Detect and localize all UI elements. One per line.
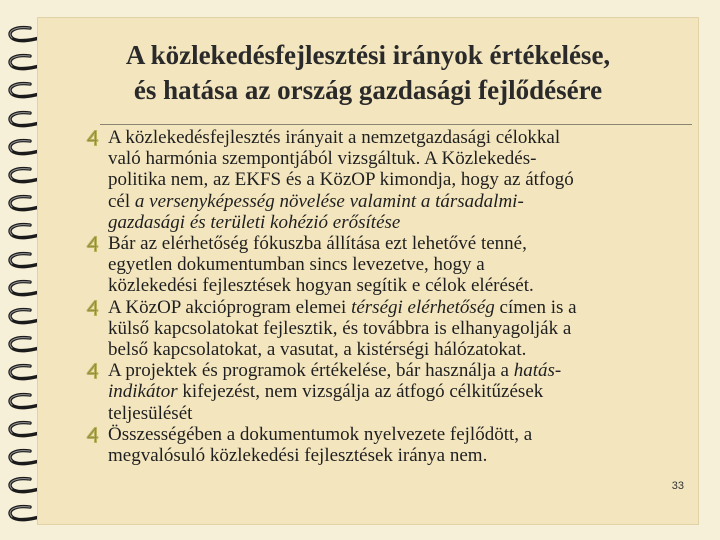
bullet-list — [86, 127, 698, 466]
bullet-item — [86, 297, 698, 361]
bullet-text-line — [108, 339, 698, 360]
numeral-four-bullet-icon — [86, 236, 102, 252]
text-segment: A KözOP akcióprogram elemei — [108, 296, 352, 318]
bullet-text-line — [108, 445, 698, 466]
bullet-text-line — [108, 381, 698, 402]
slide-title-line-1: A közlekedésfejlesztési irányok értékelése, — [125, 40, 611, 70]
text-segment: teljesülését — [108, 402, 193, 424]
text-segment: címen is a — [494, 296, 577, 318]
text-segment: politika nem, az EKFS és a KözOP kimondja, hogy az átfogó — [108, 169, 574, 191]
numeral-four-bullet-icon — [86, 363, 102, 379]
text-segment: belső kapcsolatokat, a vasutat, a kistérségi hálózatokat. — [108, 339, 527, 361]
text-segment: kifejezést, nem vizsgálja az átfogó célkitűzések — [177, 381, 544, 403]
bullet-text-line — [108, 275, 698, 296]
italic-text: indikátor — [108, 381, 178, 403]
bullet-text-line — [108, 191, 698, 212]
slide-title-line-2: és hatása az ország gazdasági fejlődésére — [133, 75, 603, 105]
slide-title — [38, 38, 698, 108]
italic-text: gazdasági és területi kohézió erősítése — [108, 211, 401, 233]
numeral-four-bullet-icon — [86, 130, 102, 146]
bullet-item — [86, 360, 698, 424]
text-segment: Összességében a dokumentumok nyelvezete fejlődött, a — [108, 423, 533, 445]
text-segment: közlekedési fejlesztések hogyan segítik e célok elérését. — [108, 275, 534, 297]
title-divider — [100, 124, 692, 125]
italic-text: a versenyképesség növelése valamint a társadalmi- — [134, 190, 524, 212]
bullet-text-line — [108, 254, 698, 275]
bullet-text-line — [108, 360, 698, 381]
text-segment: megvalósuló közlekedési fejlesztések iránya nem. — [108, 445, 488, 467]
slide-panel — [38, 18, 698, 524]
italic-text: térségi elérhetőség — [351, 296, 495, 318]
bullet-text-line — [108, 403, 698, 424]
bullet-text-line — [108, 127, 698, 148]
italic-text: hatás- — [513, 360, 562, 382]
bullet-text-line — [108, 148, 698, 169]
page-number: 33 — [671, 480, 684, 492]
bullet-text-line — [108, 424, 698, 445]
numeral-four-bullet-icon — [86, 427, 102, 443]
bullet-text-line — [108, 212, 698, 233]
text-segment: Bár az elérhetőség fókuszba állítása ezt lehetővé tenné, — [108, 233, 527, 255]
text-segment: A projektek és programok értékelése, bár használja a — [108, 360, 514, 382]
bullet-text-line — [108, 318, 698, 339]
text-segment: külső kapcsolatokat fejlesztik, és továbbra is elhanyagolják a — [108, 317, 572, 339]
numeral-four-bullet-icon — [86, 300, 102, 316]
text-segment: egyetlen dokumentumban sincs levezetve, hogy a — [108, 254, 485, 276]
bullet-text-line — [108, 169, 698, 190]
bullet-text-line — [108, 233, 698, 254]
text-segment: A közlekedésfejlesztés irányait a nemzetgazdasági célokkal — [108, 127, 561, 148]
bullet-text-line — [108, 297, 698, 318]
text-segment: való harmónia szempontjából vizsgáltuk. A Közlekedés- — [108, 148, 537, 170]
bullet-item — [86, 424, 698, 466]
bullet-item — [86, 233, 698, 297]
text-segment: cél — [108, 190, 135, 212]
bullet-item — [86, 127, 698, 233]
